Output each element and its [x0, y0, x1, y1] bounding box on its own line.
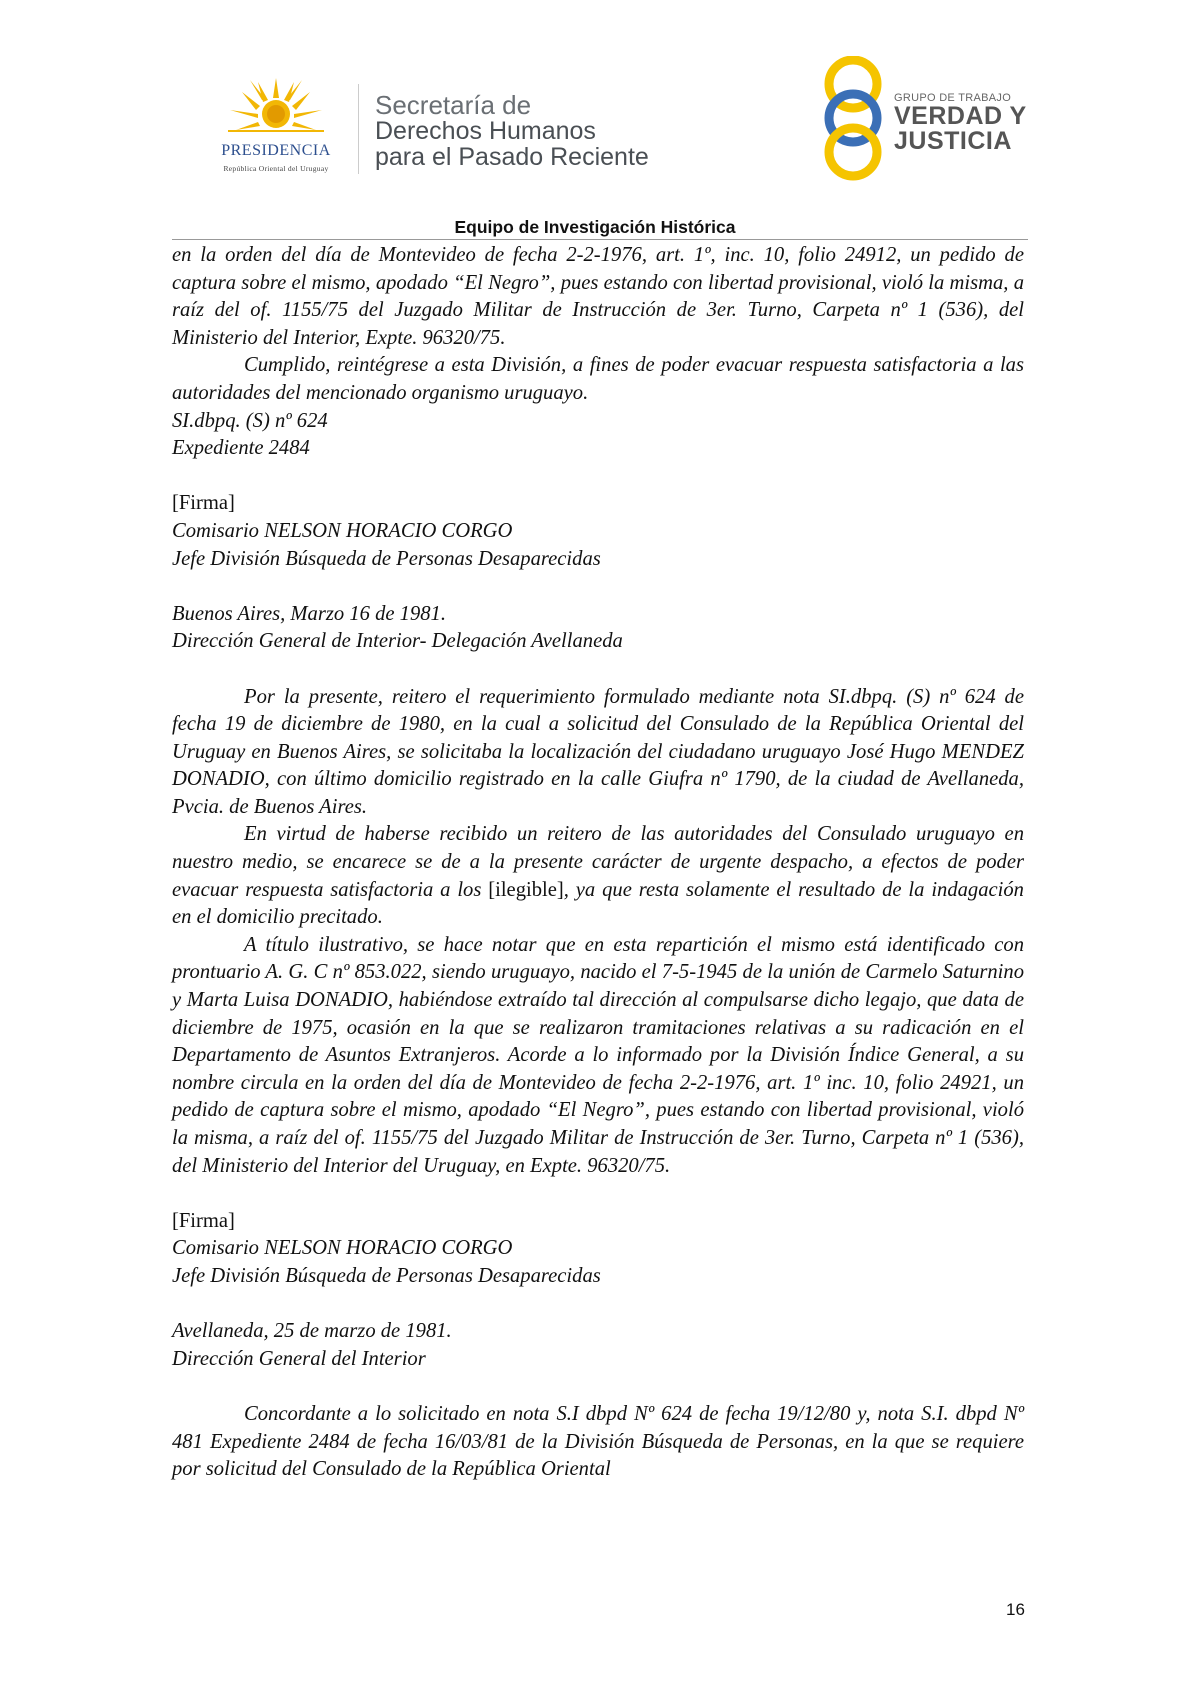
presidencia-logo: [196, 78, 356, 178]
secretaria-logo: [375, 92, 649, 170]
signature-placeholder-1: [Firma]: [172, 492, 235, 515]
signatory-title-1: Jefe División Búsqueda de Personas Desaparecidas: [172, 547, 601, 570]
signatory-name-2: Comisario NELSON HORACIO CORGO: [172, 1237, 513, 1260]
reference-note: SI.dbpq. (S) nº 624: [172, 409, 328, 432]
secretaria-line2: Derechos Humanos: [375, 117, 596, 145]
date-line-2: Buenos Aires, Marzo 16 de 1981.: [172, 602, 446, 625]
signatory-title-2: Jefe División Búsqueda de Personas Desaparecidas: [172, 1264, 601, 1287]
page-header: [0, 0, 1190, 200]
verdad-justicia-logo: [818, 56, 1038, 181]
secretaria-line1: Secretaría de: [375, 90, 532, 120]
gtvj-line1: VERDAD Y: [894, 102, 1027, 130]
addressee-3: Dirección General del Interior: [172, 1347, 426, 1370]
header-divider: [358, 84, 359, 174]
illegible-marker: [ilegible]: [488, 878, 564, 901]
paragraph-6: Concordante a lo solicitado en nota S.I dbpd Nº 624 de fecha 19/12/80 y, nota S.I. dbpd Nº 481 Expediente 2484 de fecha 16/03/81 de la División Búsqueda de Personas, en la que se requiere por solicitud del Consulado de la República Oriental: [172, 1402, 1024, 1481]
date-line-3: Avellaneda, 25 de marzo de 1981.: [172, 1320, 452, 1343]
presidencia-subtitle: República Oriental del Uruguay: [223, 164, 329, 173]
presidencia-name: PRESIDENCIA: [221, 142, 331, 159]
paragraph-5: A título ilustrativo, se hace notar que en esta repartición el mismo está identificado con prontuario A. G. C nº 853.022, siendo uruguayo, nacido el 7-5-1945 de la unión de Carmelo Saturnino y Marta Luisa DONADIO, habiéndose extraído tal dirección al compulsarse dicho legajo, que data de diciembre de 1975, ocasión en la que se realizaron tramitaciones relativas a su radicación en el Departamento de Asuntos Extranjeros. Acorde a lo informado por la División Índice General, a su nombre circula en la orden del día de Montevideo de fecha 2-2-1976, art. 1º inc. 10, folio 24921, un pedido de captura sobre el mismo, apodado “El Negro”, pues estando con libertad provisional, violó la misma, a raíz del of. 1155/75 del Juzgado Militar de Instrucción de 3er. Turno, Carpeta nº 1 (536), del Ministerio del Interior del Uruguay, en Expte. 96320/75.: [172, 933, 1024, 1177]
paragraph-2: Cumplido, reintégrese a esta División, a fines de poder evacuar respuesta satisfactoria a las autoridades del mencionado organismo uruguayo.: [172, 354, 1024, 404]
paragraph-3: Por la presente, reitero el requerimiento formulado mediante nota SI.dbpq. (S) nº 624 de fecha 19 de diciembre de 1980, en la cual a solicitud del Consulado de la República Oriental del Uruguay en Buenos Aires, se solicitaba la localización del ciudadano uruguayo José Hugo MENDEZ DONADIO, con último domicilio registrado en la calle Giufra nº 1790, de la ciudad de Avellaneda, Pvcia. de Buenos Aires.: [172, 685, 1024, 818]
gtvj-line2: JUSTICIA: [894, 127, 1012, 155]
addressee-2: Dirección General de Interior- Delegación Avellaneda: [172, 630, 623, 653]
team-title: Equipo de Investigación Histórica: [454, 217, 736, 237]
paragraph-1: en la orden del día de Montevideo de fecha 2-2-1976, art. 1º, inc. 10, folio 24912, un pedido de captura sobre el mismo, apodado “El Negro”, pues estando con libertad provisional, violó la misma, a raíz del of. 1155/75 del Juzgado Militar de Instrucción de 3er. Turno, Carpeta nº 1 (536), del Ministerio del Interior, Expte. 96320/75.: [172, 244, 1024, 349]
gtvj-small-label: GRUPO DE TRABAJO: [894, 92, 1012, 104]
signatory-name-1: Comisario NELSON HORACIO CORGO: [172, 519, 513, 542]
signature-placeholder-2: [Firma]: [172, 1209, 235, 1232]
paragraph-4-text-b: , ya que resta solamente el resultado de la indagación en el domicilio precitado.: [172, 878, 1024, 929]
paragraph-4-text-a: En virtud de haberse recibido un reitero de las autoridades del Consulado uruguayo en nuestro medio, se encarece se de a la presente carácter de urgente despacho, a efectos de poder evacuar respuesta satisfactoria a los: [172, 823, 1024, 901]
secretaria-line3: para el Pasado Reciente: [375, 143, 649, 171]
rings-icon: [818, 56, 888, 181]
reference-expediente: Expediente 2484: [172, 437, 310, 460]
paragraph-4: [172, 821, 1024, 931]
sun-icon: [228, 78, 324, 140]
document-body: [172, 242, 1024, 1484]
verdad-justicia-text: [894, 92, 1027, 154]
header-rule: [172, 239, 1028, 240]
page-number: 16: [1006, 1600, 1025, 1619]
